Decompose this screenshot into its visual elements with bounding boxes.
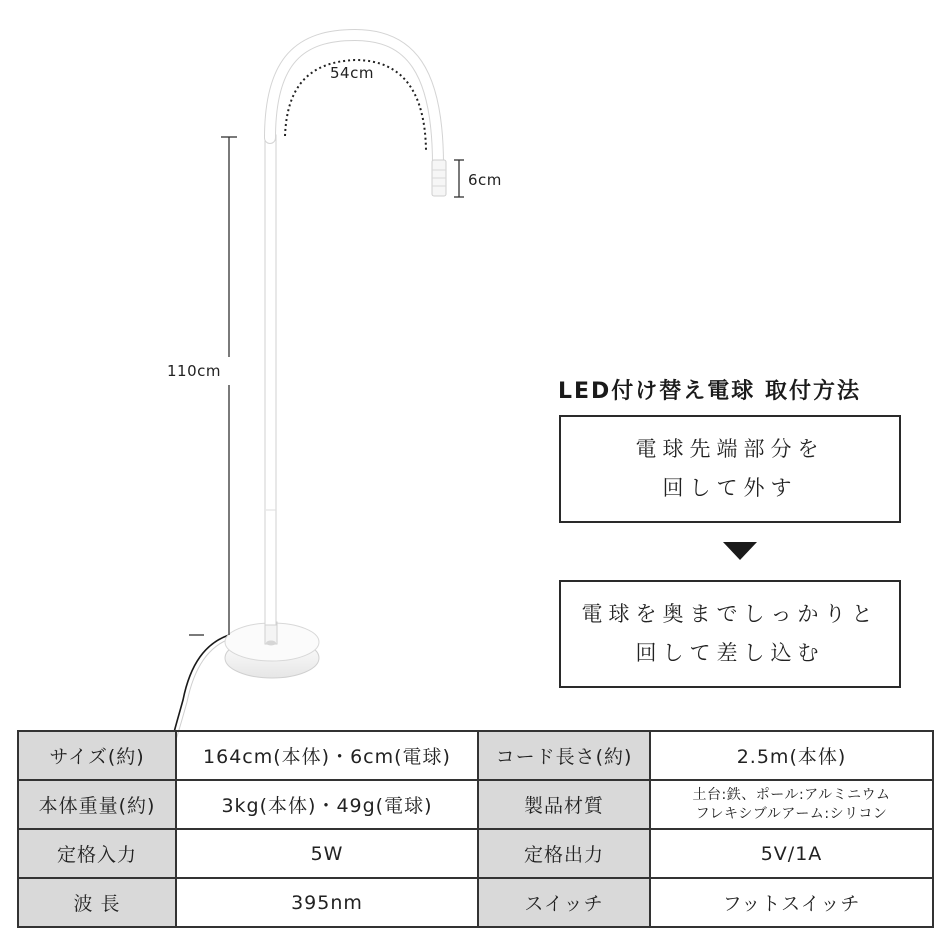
spec-label: 製品材質 — [478, 780, 650, 829]
table-row — [18, 780, 933, 829]
spec-value: フットスイッチ — [650, 878, 933, 927]
table-row — [18, 829, 933, 878]
spec-value: 395nm — [176, 878, 478, 927]
spec-value: 3kg(本体)・49g(電球) — [176, 780, 478, 829]
down-arrow-icon — [723, 542, 757, 560]
arm-length-label: 54cm — [330, 64, 374, 82]
step-1-line-1: 電球先端部分を — [635, 437, 825, 461]
pole-height-label: 110cm — [167, 362, 221, 380]
step-2-line-2: 回して差し込む — [635, 641, 825, 665]
step-1-box — [559, 415, 901, 523]
spec-label: 本体重量(約) — [18, 780, 176, 829]
step-1-line-2: 回して外す — [662, 476, 798, 500]
spec-value: 164cm(本体)・6cm(電球) — [176, 731, 478, 780]
spec-value-material — [650, 780, 933, 829]
table-row — [18, 731, 933, 780]
spec-label: 波 長 — [18, 878, 176, 927]
spec-label: サイズ(約) — [18, 731, 176, 780]
head-length-label: 6cm — [468, 171, 502, 189]
spec-value: 2.5m(本体) — [650, 731, 933, 780]
material-line-1: 土台:鉄、ポール:アルミニウム — [692, 786, 891, 803]
head-dimension-bracket — [454, 160, 464, 197]
pole-height-dimension-line — [189, 137, 237, 635]
spec-value: 5W — [176, 829, 478, 878]
floor-lamp-illustration — [0, 0, 560, 740]
spec-table — [17, 730, 934, 928]
spec-value: 5V/1A — [650, 829, 933, 878]
spec-label: 定格出力 — [478, 829, 650, 878]
spec-label: 定格入力 — [18, 829, 176, 878]
table-row — [18, 878, 933, 927]
howto-title: LED付け替え電球 取付方法 — [558, 379, 861, 404]
spec-label: コード長さ(約) — [478, 731, 650, 780]
lamp-pole — [265, 135, 276, 625]
spec-label: スイッチ — [478, 878, 650, 927]
step-2-line-1: 電球を奥までしっかりと — [581, 602, 879, 626]
material-line-2: フレキシブルアーム:シリコン — [695, 805, 888, 822]
step-2-box — [559, 580, 901, 688]
